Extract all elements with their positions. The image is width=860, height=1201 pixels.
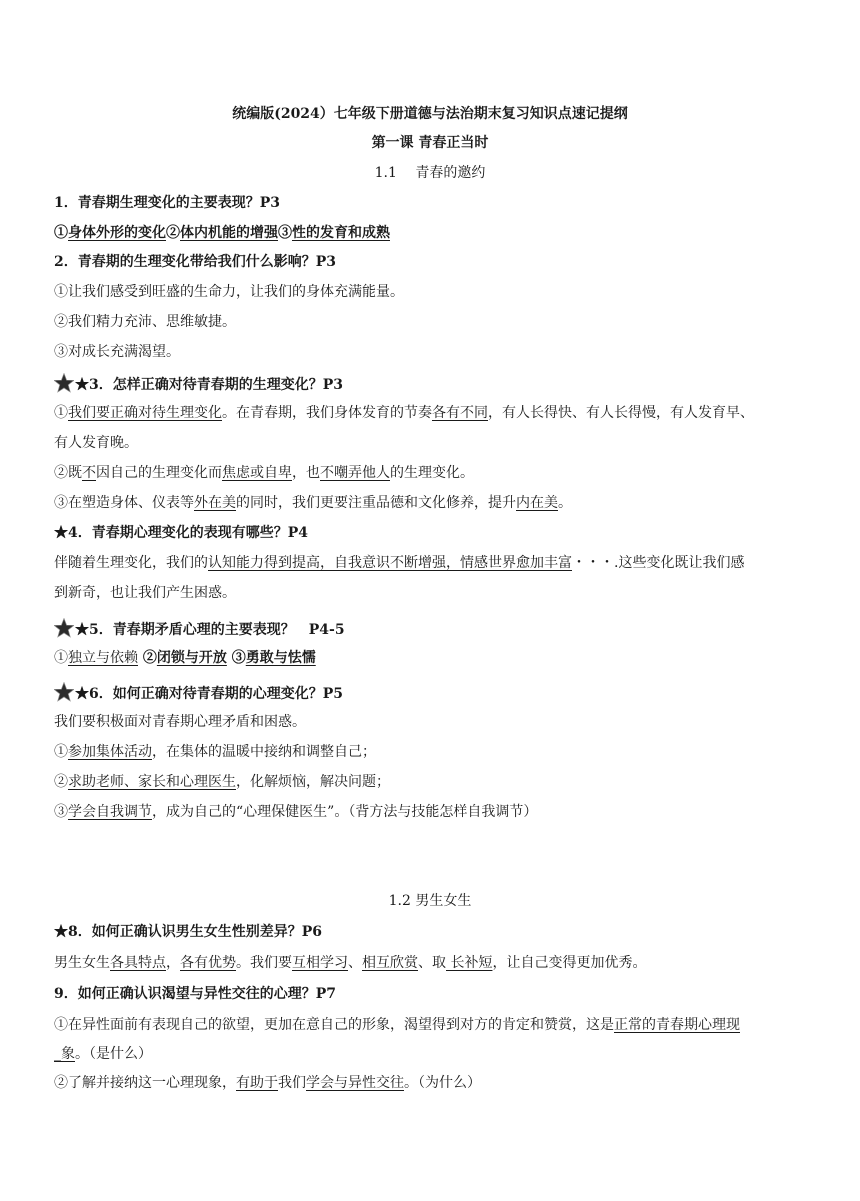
question-2: 2．青春期的生理变化带给我们什么影响？P3 (54, 254, 337, 270)
answer-4-line-1: 伴随着生理变化，我们的认知能力得到提高，自我意识不断增强，情感世界愈加丰富・・・.这些变化既让我们感 (54, 555, 745, 571)
document-title: 统编版(2024）七年级下册道德与法治期末复习知识点速记提纲 (232, 106, 628, 122)
answer-6-intro: 我们要积极面对青春期心理矛盾和困惑。 (54, 714, 306, 730)
question-3: ★3．怎样正确对待青春期的生理变化？P3 (54, 373, 820, 395)
star-icon (54, 618, 74, 638)
question-5: ★5．青春期矛盾心理的主要表现？ P4-5 (54, 618, 820, 640)
answer-3-line-1: ①我们要正确对待生理变化。在青春期，我们身体发育的节奏各有不同，有人长得快、有人长得慢，有人发育早、 (54, 405, 754, 421)
answer-6-line-3: ③学会自我调节，成为自己的“心理保健医生”。（背方法与技能怎样自我调节） (54, 804, 538, 820)
answer-2-line-2: ②我们精力充沛、思维敏捷。 (54, 314, 236, 330)
answer-2-line-1: ①让我们感受到旺盛的生命力，让我们的身体充满能量。 (54, 284, 404, 300)
answer-2-line-3: ③对成长充满渴望。 (54, 344, 180, 360)
answer-8: 男生女生各具特点，各有优势。我们要互相学习、相互欣赏、取 长补短，让自己变得更加优秀。 (54, 955, 647, 971)
question-4: ★4．青春期心理变化的表现有哪些？P4 (54, 525, 309, 541)
answer-9-line-1-cont: _象。（是什么） (54, 1046, 152, 1062)
answer-9-line-1: ①在异性面前有表现自己的欲望，更加在意自己的形象，渴望得到对方的肯定和赞赏，这是正常的青春期心理现 (54, 1017, 740, 1033)
answer-5: ①独立与依赖 ②闭锁与开放 ③勇敢与怯懦 (54, 650, 316, 666)
question-1: 1．青春期生理变化的主要表现？P3 (54, 195, 281, 211)
section-heading: 1.2 男生女生 (388, 893, 472, 909)
section-heading: 1.1 青春的邀约 (374, 165, 486, 181)
question-8: ★8．如何正确认识男生女生性别差异？P6 (54, 924, 323, 940)
answer-9-line-2: ②了解并接纳这一心理现象，有助于我们学会与异性交往。（为什么） (54, 1075, 481, 1091)
answer-3-line-1-cont: 有人发育晚。 (54, 435, 138, 451)
answer-3-line-2: ②既不因自己的生理变化而焦虑或自卑，也不嘲弄他人的生理变化。 (54, 465, 474, 481)
star-icon (54, 682, 74, 702)
star-icon (54, 373, 74, 393)
question-9: 9．如何正确认识渴望与异性交往的心理？P7 (54, 986, 337, 1002)
question-6: ★6．如何正确对待青春期的心理变化？P5 (54, 682, 820, 704)
answer-1: ①身体外形的变化②体内机能的增强③性的发育和成熟 (54, 225, 390, 241)
answer-4-line-2: 到新奇，也让我们产生困惑。 (54, 585, 236, 601)
answer-6-line-2: ②求助老师、家长和心理医生，化解烦恼，解决问题； (54, 774, 390, 790)
answer-6-line-1: ①参加集体活动，在集体的温暖中接纳和调整自己； (54, 744, 376, 760)
lesson-title: 第一课 青春正当时 (371, 135, 489, 151)
answer-3-line-3: ③在塑造身体、仪表等外在美的同时，我们更要注重品德和文化修养，提升内在美。 (54, 495, 572, 511)
